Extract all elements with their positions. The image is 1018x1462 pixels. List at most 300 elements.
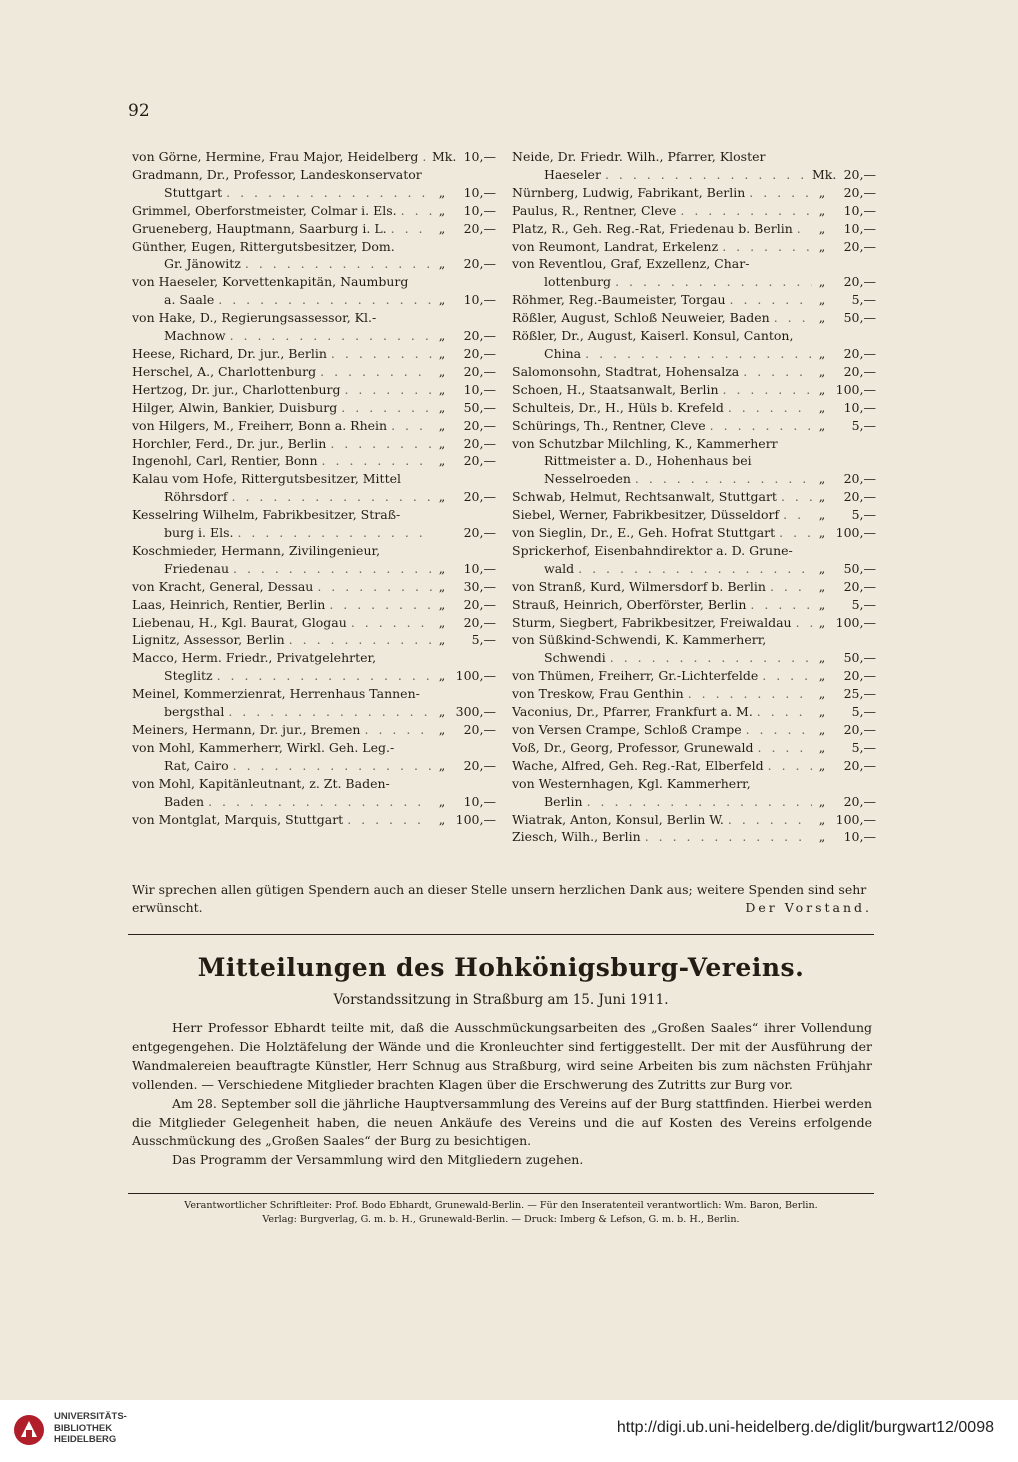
donor-name: Haeseler — [544, 166, 601, 182]
donor-entry — [132, 417, 498, 435]
donor-entry — [132, 435, 498, 453]
donor-entry — [132, 345, 498, 363]
donor-name: von Mohl, Kapitänleutnant, z. Zt. Baden- — [132, 775, 390, 791]
donor-entry — [512, 488, 878, 506]
donor-line — [512, 578, 878, 596]
dot-leader — [779, 506, 812, 524]
donor-name: Grueneberg, Hauptmann, Saarburg i. L. — [132, 220, 387, 236]
dot-leader — [326, 435, 432, 453]
donation-amount: 10,— — [463, 149, 496, 164]
donation-amount: 100,— — [835, 381, 876, 397]
dot-leader — [792, 614, 812, 632]
donor-name: von Reventlou, Graf, Exzellenz, Char- — [512, 256, 750, 272]
dot-leader — [337, 399, 432, 417]
donation-amount: 10,— — [463, 381, 496, 397]
currency-mark: „ — [818, 650, 826, 666]
currency-mark: „ — [818, 202, 826, 218]
donor-line — [512, 828, 878, 846]
donor-line — [512, 148, 878, 166]
donor-line — [512, 399, 878, 417]
donor-name: von Versen Crampe, Schloß Crampe — [512, 722, 742, 737]
donor-name: Röhmer, Reg.-Baumeister, Torgau — [512, 292, 726, 308]
donor-entry — [512, 596, 878, 614]
donor-line — [132, 739, 498, 757]
donor-line — [512, 775, 878, 793]
donor-name: Vaconius, Dr., Pfarrer, Frankfurt a. M. — [512, 704, 753, 720]
donation-amount: 20,— — [463, 328, 496, 344]
imprint-line: Verantwortlicher Schriftleiter: Prof. Bodo Ebhardt, Grunewald-Berlin. — Für den Inseratenteil verantwortlich: Wm. Baron, Berlin. — [184, 1200, 818, 1211]
library-name-line: UNIVERSITÄTS- — [54, 1411, 127, 1422]
donor-entry — [132, 811, 498, 829]
currency-mark: „ — [818, 578, 826, 594]
currency-mark: „ — [438, 757, 446, 773]
donor-entry — [512, 578, 878, 596]
currency-mark: Mk. — [812, 166, 837, 182]
donor-name: Ziesch, Wilh., Berlin — [512, 829, 641, 845]
donor-line — [132, 614, 498, 632]
dot-leader — [611, 273, 812, 291]
dot-leader — [739, 363, 812, 381]
donor-entry — [512, 775, 878, 811]
donor-entry — [132, 148, 498, 166]
donor-line — [512, 757, 878, 775]
donor-name: von Haeseler, Korvettenkapitän, Naumburg — [132, 274, 409, 290]
donation-amount: 10,— — [843, 829, 876, 845]
donation-amount: 20,— — [463, 722, 496, 737]
dot-leader — [418, 148, 432, 166]
signature: Der Vorstand. — [745, 900, 872, 915]
currency-mark: „ — [438, 793, 446, 809]
dot-leader — [581, 345, 812, 363]
dot-leader — [758, 667, 812, 685]
donor-name: Horchler, Ferd., Dr. jur., Berlin — [132, 435, 327, 451]
donor-entry — [512, 757, 878, 775]
currency-mark: „ — [438, 722, 446, 737]
thanks-note — [132, 881, 872, 917]
dot-leader — [204, 793, 432, 811]
donor-name: Baden — [164, 793, 205, 809]
donor-name: Machnow — [164, 328, 226, 344]
donor-entry — [512, 255, 878, 291]
donor-name: Schoen, H., Staatsanwalt, Berlin — [512, 381, 719, 397]
donor-line — [512, 470, 878, 488]
currency-mark: „ — [818, 238, 826, 254]
donor-name: Kesselring Wilhelm, Fabrikbesitzer, Straß- — [132, 507, 401, 523]
currency-mark: „ — [438, 399, 446, 415]
donation-amount: 20,— — [463, 453, 496, 469]
currency-mark: „ — [818, 184, 826, 200]
donor-entry — [132, 363, 498, 381]
donation-amount: 20,— — [463, 345, 496, 361]
donor-name: von Kracht, General, Dessau — [132, 578, 314, 594]
permalink[interactable]: http://digi.ub.uni-heidelberg.de/diglit/burgwart12/0098 — [616, 1419, 994, 1436]
donor-entry — [132, 542, 498, 578]
donor-name: Gr. Jänowitz — [164, 256, 241, 272]
donor-entry — [512, 291, 878, 309]
donor-name: lottenburg — [544, 274, 612, 290]
donor-entry — [132, 721, 498, 739]
dot-leader — [745, 184, 812, 202]
page-number: 92 — [128, 101, 150, 121]
dot-leader — [676, 202, 812, 220]
donation-amount: 5,— — [851, 507, 876, 523]
donor-line — [132, 721, 498, 739]
donor-entry — [512, 220, 878, 238]
donor-line — [132, 309, 498, 327]
donor-line — [512, 220, 878, 238]
dot-leader — [347, 614, 432, 632]
donor-line — [132, 345, 498, 363]
dot-leader — [746, 596, 812, 614]
donor-name: von Sieglin, Dr., E., Geh. Hofrat Stuttgart — [512, 525, 776, 541]
dot-leader — [631, 470, 812, 488]
donor-entry — [512, 506, 878, 524]
donor-entry — [512, 435, 878, 489]
donation-amount: 50,— — [843, 310, 876, 326]
donor-line — [132, 166, 498, 184]
dot-leader — [574, 560, 812, 578]
donor-name: a. Saale — [164, 292, 215, 308]
donor-line — [512, 452, 878, 470]
donor-name: von Westernhagen, Kgl. Kammerherr, — [512, 775, 751, 791]
dot-leader — [343, 811, 432, 829]
donor-line — [132, 811, 498, 829]
currency-mark: „ — [818, 310, 826, 326]
donor-line — [512, 631, 878, 649]
donor-name: Friedenau — [164, 560, 229, 576]
donor-name: Liebenau, H., Kgl. Baurat, Glogau — [132, 614, 347, 630]
donation-amount: 10,— — [463, 202, 496, 218]
donor-entry — [132, 596, 498, 614]
donation-amount: 20,— — [463, 614, 496, 630]
currency-mark: „ — [818, 292, 826, 308]
currency-mark: „ — [438, 811, 446, 827]
donor-line — [132, 220, 498, 238]
paragraph: Das Programm der Versammlung wird den Mitgliedern zugehen. — [172, 1152, 584, 1168]
donor-list-right — [512, 148, 878, 846]
currency-mark: „ — [438, 256, 446, 272]
donor-line — [132, 184, 498, 202]
dot-leader — [229, 560, 432, 578]
donor-name: China — [544, 345, 582, 361]
currency-mark: „ — [818, 471, 826, 487]
donor-line — [512, 649, 878, 667]
currency-mark: „ — [818, 560, 826, 576]
donor-entry — [512, 811, 878, 829]
donation-amount: 10,— — [463, 292, 496, 308]
donor-entry — [512, 721, 878, 739]
donor-line — [132, 452, 498, 470]
dot-leader — [706, 417, 812, 435]
thanks-text: Wir sprechen allen gütigen Spendern auch an dieser Stelle unsern herzlichen Dank aus; weitere Spenden sind sehr erwünscht. — [132, 882, 867, 915]
currency-mark: „ — [818, 722, 826, 737]
donor-line — [512, 166, 878, 184]
donor-line — [132, 667, 498, 685]
currency-mark: „ — [438, 292, 446, 308]
donor-entry — [132, 739, 498, 775]
dot-leader — [719, 381, 812, 399]
donation-amount: 5,— — [471, 632, 496, 648]
currency-mark: „ — [438, 596, 446, 612]
donor-line — [512, 506, 878, 524]
donation-amount: 10,— — [463, 793, 496, 809]
dot-leader — [684, 685, 812, 703]
currency-mark — [432, 524, 452, 542]
donor-name: bergsthal — [164, 704, 225, 720]
dot-leader — [387, 220, 432, 238]
donor-entry — [512, 614, 878, 632]
donor-line — [512, 542, 878, 560]
dot-leader — [313, 578, 432, 596]
dot-leader — [606, 649, 812, 667]
donor-line — [132, 381, 498, 399]
currency-mark: Mk. — [432, 149, 457, 164]
dot-leader — [718, 238, 812, 256]
currency-mark: „ — [438, 417, 446, 433]
dot-leader — [387, 417, 432, 435]
donor-line — [132, 596, 498, 614]
donor-name: Salomonsohn, Stadtrat, Hohensalza — [512, 363, 740, 379]
currency-mark: „ — [818, 525, 826, 541]
donor-line — [132, 255, 498, 273]
donation-amount: 20,— — [843, 184, 876, 200]
dot-leader — [214, 291, 432, 309]
donor-line — [132, 775, 498, 793]
donor-name: Gradmann, Dr., Professor, Landeskonservator — [132, 166, 422, 182]
donor-line — [132, 793, 498, 811]
currency-mark: „ — [818, 345, 826, 361]
dot-leader — [285, 631, 432, 649]
donor-line — [512, 273, 878, 291]
donor-entry — [512, 238, 878, 256]
donation-amount: 20,— — [843, 274, 876, 290]
donation-amount: 20,— — [463, 596, 496, 612]
donor-name: Herschel, A., Charlottenburg — [132, 363, 317, 379]
currency-mark: „ — [438, 614, 446, 630]
currency-mark: „ — [438, 184, 446, 200]
dot-leader — [233, 524, 432, 542]
donor-line — [132, 202, 498, 220]
donor-line — [132, 685, 498, 703]
currency-mark: „ — [818, 507, 826, 523]
donor-entry — [132, 238, 498, 274]
donor-entry — [132, 614, 498, 632]
donation-amount: 20,— — [463, 489, 496, 505]
donor-name: von Stranß, Kurd, Wilmersdorf b. Berlin — [512, 578, 766, 594]
donor-name: Berlin — [544, 793, 583, 809]
donor-name: Schürings, Th., Rentner, Cleve — [512, 417, 706, 433]
donation-amount: 20,— — [843, 238, 876, 254]
donor-entry — [132, 399, 498, 417]
donor-line — [512, 488, 878, 506]
donation-amount: 5,— — [851, 596, 876, 612]
donor-entry — [512, 542, 878, 578]
donor-entry — [512, 184, 878, 202]
dot-leader — [601, 166, 812, 184]
dot-leader — [754, 739, 812, 757]
dot-leader — [222, 184, 432, 202]
donor-line — [512, 685, 878, 703]
currency-mark: „ — [438, 363, 446, 379]
dot-leader — [224, 703, 432, 721]
currency-mark: „ — [818, 399, 826, 415]
donor-name: Lignitz, Assessor, Berlin — [132, 632, 285, 648]
donor-line — [512, 739, 878, 757]
dot-leader — [241, 255, 432, 273]
dot-leader — [316, 363, 432, 381]
donor-name: Laas, Heinrich, Rentier, Berlin — [132, 596, 326, 612]
footer-divider — [128, 1193, 874, 1194]
donor-name: Nesselroeden — [544, 471, 631, 487]
library-name-line: HEIDELBERG — [54, 1434, 117, 1445]
dot-leader — [753, 703, 812, 721]
donor-name: Macco, Herm. Friedr., Privatgelehrter, — [132, 650, 377, 666]
donor-line — [512, 721, 878, 739]
donation-amount: 20,— — [463, 220, 496, 236]
donor-entry — [512, 309, 878, 327]
dot-leader — [766, 578, 812, 596]
currency-mark: „ — [818, 363, 826, 379]
dot-leader — [318, 452, 432, 470]
imprint-line: Verlag: Burgverlag, G. m. b. H., Grunewald-Berlin. — Druck: Imberg & Lefson, G. m. b. H., Berlin. — [262, 1214, 740, 1225]
university-library-logo-icon — [12, 1413, 46, 1447]
section-title: Mitteilungen des Hohkönigsburg-Vereins. — [197, 953, 805, 982]
donor-name: burg i. Els. — [164, 525, 234, 541]
donation-amount: 5,— — [851, 739, 876, 755]
donation-amount: 20,— — [463, 417, 496, 433]
donor-name: von Montglat, Marquis, Stuttgart — [132, 811, 344, 827]
currency-mark: „ — [438, 328, 446, 344]
donation-amount: 20,— — [843, 471, 876, 487]
imprint — [128, 1199, 874, 1227]
currency-mark: „ — [438, 202, 446, 218]
donor-line — [132, 578, 498, 596]
dot-leader — [726, 291, 813, 309]
donor-line — [132, 524, 498, 542]
donor-list-left — [132, 148, 498, 828]
donor-line — [132, 470, 498, 488]
donation-amount: 50,— — [843, 560, 876, 576]
donor-name: Grimmel, Oberforstmeister, Colmar i. Els. — [132, 202, 397, 218]
donation-amount: 20,— — [843, 793, 876, 809]
donor-name: Rat, Cairo — [164, 757, 229, 773]
donor-name: von Treskow, Frau Genthin — [512, 686, 684, 702]
donation-amount: 50,— — [463, 399, 496, 415]
donation-amount: 10,— — [463, 184, 496, 200]
currency-mark: „ — [438, 560, 446, 576]
donor-entry — [132, 202, 498, 220]
donation-amount: 5,— — [851, 417, 876, 433]
donation-amount: 20,— — [843, 578, 876, 594]
donor-line — [512, 202, 878, 220]
donor-name: Voß, Dr., Georg, Professor, Grunewald — [512, 739, 754, 755]
currency-mark: „ — [438, 632, 446, 648]
donor-name: Stuttgart — [164, 184, 223, 200]
donor-name: Meinel, Kommerzienrat, Herrenhaus Tannen- — [132, 686, 420, 702]
donor-line — [132, 399, 498, 417]
donor-name: Rößler, August, Schloß Neuweier, Baden — [512, 310, 770, 326]
donor-line — [512, 327, 878, 345]
donor-name: Schwab, Helmut, Rechtsanwalt, Stuttgart — [512, 489, 777, 505]
donor-name: Paulus, R., Rentner, Cleve — [512, 202, 677, 218]
donation-amount: 5,— — [851, 292, 876, 308]
donor-name: von Schutzbar Milchling, K., Kammerherr — [512, 435, 778, 451]
donation-amount: 20,— — [843, 722, 876, 737]
donor-entry — [512, 417, 878, 435]
currency-mark: „ — [818, 417, 826, 433]
donor-name: Meiners, Hermann, Dr. jur., Bremen — [132, 722, 361, 737]
donor-entry — [132, 220, 498, 238]
donor-name: Hilger, Alwin, Bankier, Duisburg — [132, 399, 338, 415]
currency-mark: „ — [438, 435, 446, 451]
donor-line — [512, 363, 878, 381]
donor-name: von Hake, D., Regierungsassessor, Kl.- — [132, 310, 377, 326]
donation-amount: 20,— — [843, 166, 876, 182]
donor-entry — [512, 667, 878, 685]
donation-amount: 100,— — [835, 811, 876, 827]
donor-line — [132, 649, 498, 667]
donation-amount: 100,— — [835, 525, 876, 541]
donation-amount: 300,— — [455, 704, 496, 720]
dot-leader — [397, 202, 432, 220]
donor-name: Wiatrak, Anton, Konsul, Berlin W. — [512, 811, 724, 827]
donor-entry — [512, 828, 878, 846]
donor-line — [512, 345, 878, 363]
currency-mark: „ — [818, 757, 826, 773]
currency-mark: „ — [818, 668, 826, 684]
donor-line — [512, 793, 878, 811]
donor-line — [512, 291, 878, 309]
dot-leader — [775, 524, 812, 542]
donation-amount: 50,— — [843, 650, 876, 666]
donor-name: Sturm, Siegbert, Fabrikbesitzer, Freiwaldau — [512, 614, 792, 630]
currency-mark: „ — [818, 596, 826, 612]
donor-name: Heese, Richard, Dr. jur., Berlin — [132, 345, 327, 361]
donation-amount: 30,— — [463, 578, 496, 594]
donation-amount: 25,— — [843, 686, 876, 702]
donation-amount: 20,— — [843, 757, 876, 773]
donor-entry — [512, 399, 878, 417]
dot-leader — [213, 667, 432, 685]
donation-amount: 20,— — [843, 345, 876, 361]
donor-line — [512, 703, 878, 721]
donor-entry — [132, 273, 498, 309]
donor-name: Platz, R., Geh. Reg.-Rat, Friedenau b. Berlin — [512, 220, 793, 236]
donation-amount: 20,— — [843, 363, 876, 379]
donation-amount: 100,— — [455, 668, 496, 684]
donor-line — [132, 542, 498, 560]
donor-line — [132, 631, 498, 649]
currency-mark: „ — [438, 578, 446, 594]
donor-entry — [512, 202, 878, 220]
donor-line — [512, 596, 878, 614]
currency-mark: „ — [818, 381, 826, 397]
donor-name: Sprickerhof, Eisenbahndirektor a. D. Grune- — [512, 542, 793, 558]
donor-name: Schwendi — [544, 650, 606, 666]
donation-amount: 100,— — [455, 811, 496, 827]
dot-leader — [228, 488, 432, 506]
donor-name: von Süßkind-Schwendi, K. Kammerherr, — [512, 632, 767, 648]
donor-name: Koschmieder, Hermann, Zivilingenieur, — [132, 542, 381, 558]
currency-mark: „ — [818, 739, 826, 755]
donor-name: von Thümen, Freiherr, Gr.-Lichterfelde — [512, 668, 759, 684]
donor-name: Neide, Dr. Friedr. Wilh., Pfarrer, Kloster — [512, 149, 766, 164]
dot-leader — [340, 381, 432, 399]
donor-line — [132, 488, 498, 506]
donor-entry — [512, 148, 878, 184]
donor-line — [132, 703, 498, 721]
currency-mark: „ — [818, 704, 826, 720]
